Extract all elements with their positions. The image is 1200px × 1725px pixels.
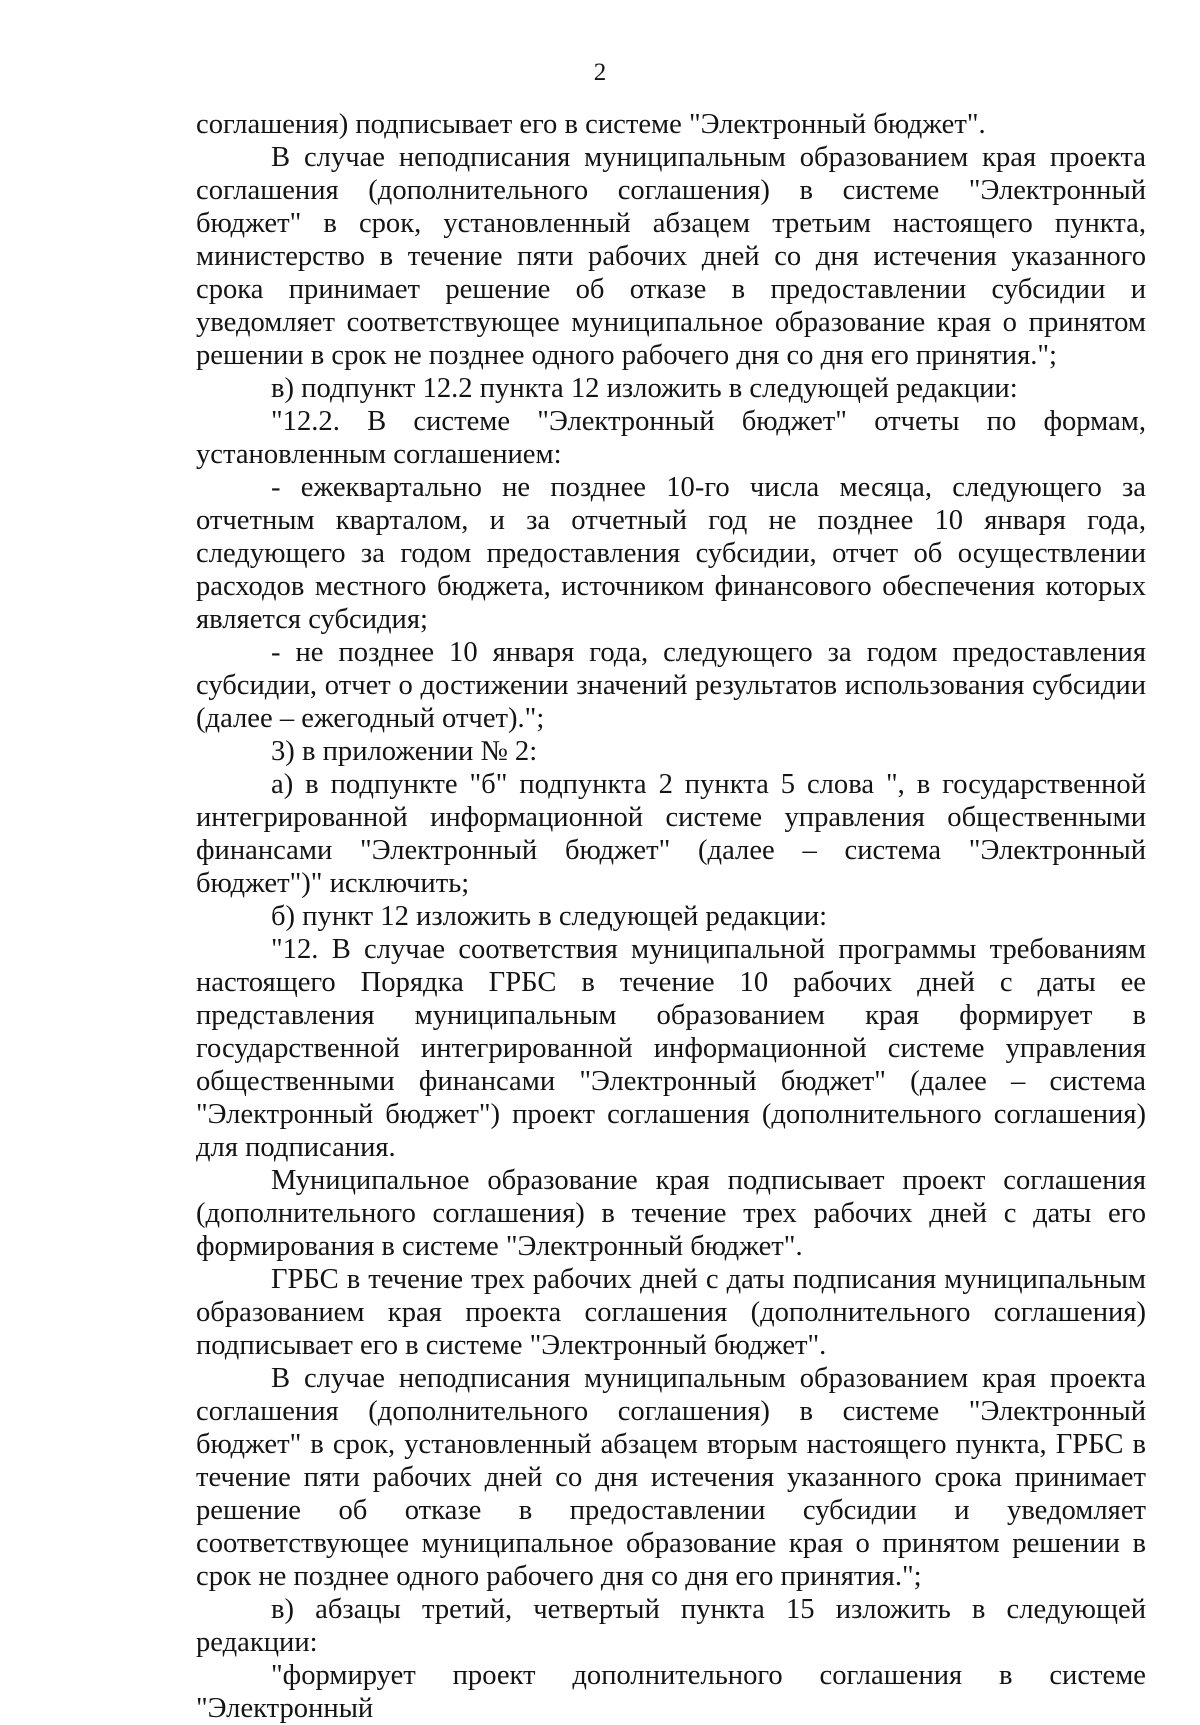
- paragraph-3: в) подпункт 12.2 пункта 12 изложить в следующей редакции:: [271, 373, 1018, 404]
- paragraph-11: Муниципальное образование края подписывает проект соглашения (дополнительного соглашения) в течение трех рабочих дней с даты его формирования в системе "Электронный бюджет".: [196, 1165, 1146, 1262]
- paragraph-8: а) в подпункте "б" подпункта 2 пункта 5 слова ", в государственной интегрированной информационной системе управления общественными финансами "Электронный бюджет" (далее – система "Электронный бюджет")" исключить;: [196, 769, 1146, 899]
- paragraph-4: "12.2. В системе "Электронный бюджет" отчеты по формам, установленным соглашением:: [196, 406, 1146, 470]
- paragraph-12: ГРБС в течение трех рабочих дней с даты подписания муниципальным образованием края проекта соглашения (дополнительного соглашения) подписывает его в системе "Электронный бюджет".: [196, 1264, 1146, 1361]
- paragraph-10: "12. В случае соответствия муниципальной программы требованиям настоящего Порядка ГРБС в течение 10 рабочих дней с даты ее представления муниципальным образованием края формирует в государственной интегрированной информационной системе управления общественными финансами "Электронный бюджет" (далее – система "Электронный бюджет") проект соглашения (дополнительного соглашения) для подписания.: [196, 934, 1146, 1163]
- document-body: [196, 108, 1146, 1725]
- paragraph-6: - не позднее 10 января года, следующего за годом предоставления субсидии, отчет о достижении значений результатов использования субсидии (далее – ежегодный отчет).";: [196, 637, 1146, 734]
- paragraph-14: в) абзацы третий, четвертый пункта 15 изложить в следующей редакции:: [196, 1594, 1146, 1658]
- paragraph-7: 3) в приложении № 2:: [271, 736, 538, 767]
- paragraph-1: соглашения) подписывает его в системе "Электронный бюджет".: [196, 109, 986, 140]
- paragraph-9: б) пункт 12 изложить в следующей редакции:: [271, 901, 828, 932]
- paragraph-5: - ежеквартально не позднее 10-го числа месяца, следующего за отчетным кварталом, и за отчетный год не позднее 10 января года, следующего за годом предоставления субсидии, отчет об осуществлении расходов местного бюджета, источником финансового обеспечения которых является субсидия;: [196, 472, 1146, 635]
- page-number: 2: [593, 59, 607, 86]
- paragraph-15: "формирует проект дополнительного соглашения в системе "Электронный: [196, 1660, 1146, 1724]
- paragraph-2: В случае неподписания муниципальным образованием края проекта соглашения (дополнительного соглашения) в системе "Электронный бюджет" в срок, установленный абзацем третьим настоящего пункта, министерство в течение пяти рабочих дней со дня истечения указанного срока принимает решение об отказе в предоставлении субсидии и уведомляет соответствующее муниципальное образование края о принятом решении в срок не позднее одного рабочего дня со дня его принятия.";: [196, 142, 1146, 371]
- paragraph-13: В случае неподписания муниципальным образованием края проекта соглашения (дополнительного соглашения) в системе "Электронный бюджет" в срок, установленный абзацем вторым настоящего пункта, ГРБС в течение пяти рабочих дней со дня истечения указанного срока принимает решение об отказе в предоставлении субсидии и уведомляет соответствующее муниципальное образование края о принятом решении в срок не позднее одного рабочего дня со дня его принятия.";: [196, 1363, 1146, 1592]
